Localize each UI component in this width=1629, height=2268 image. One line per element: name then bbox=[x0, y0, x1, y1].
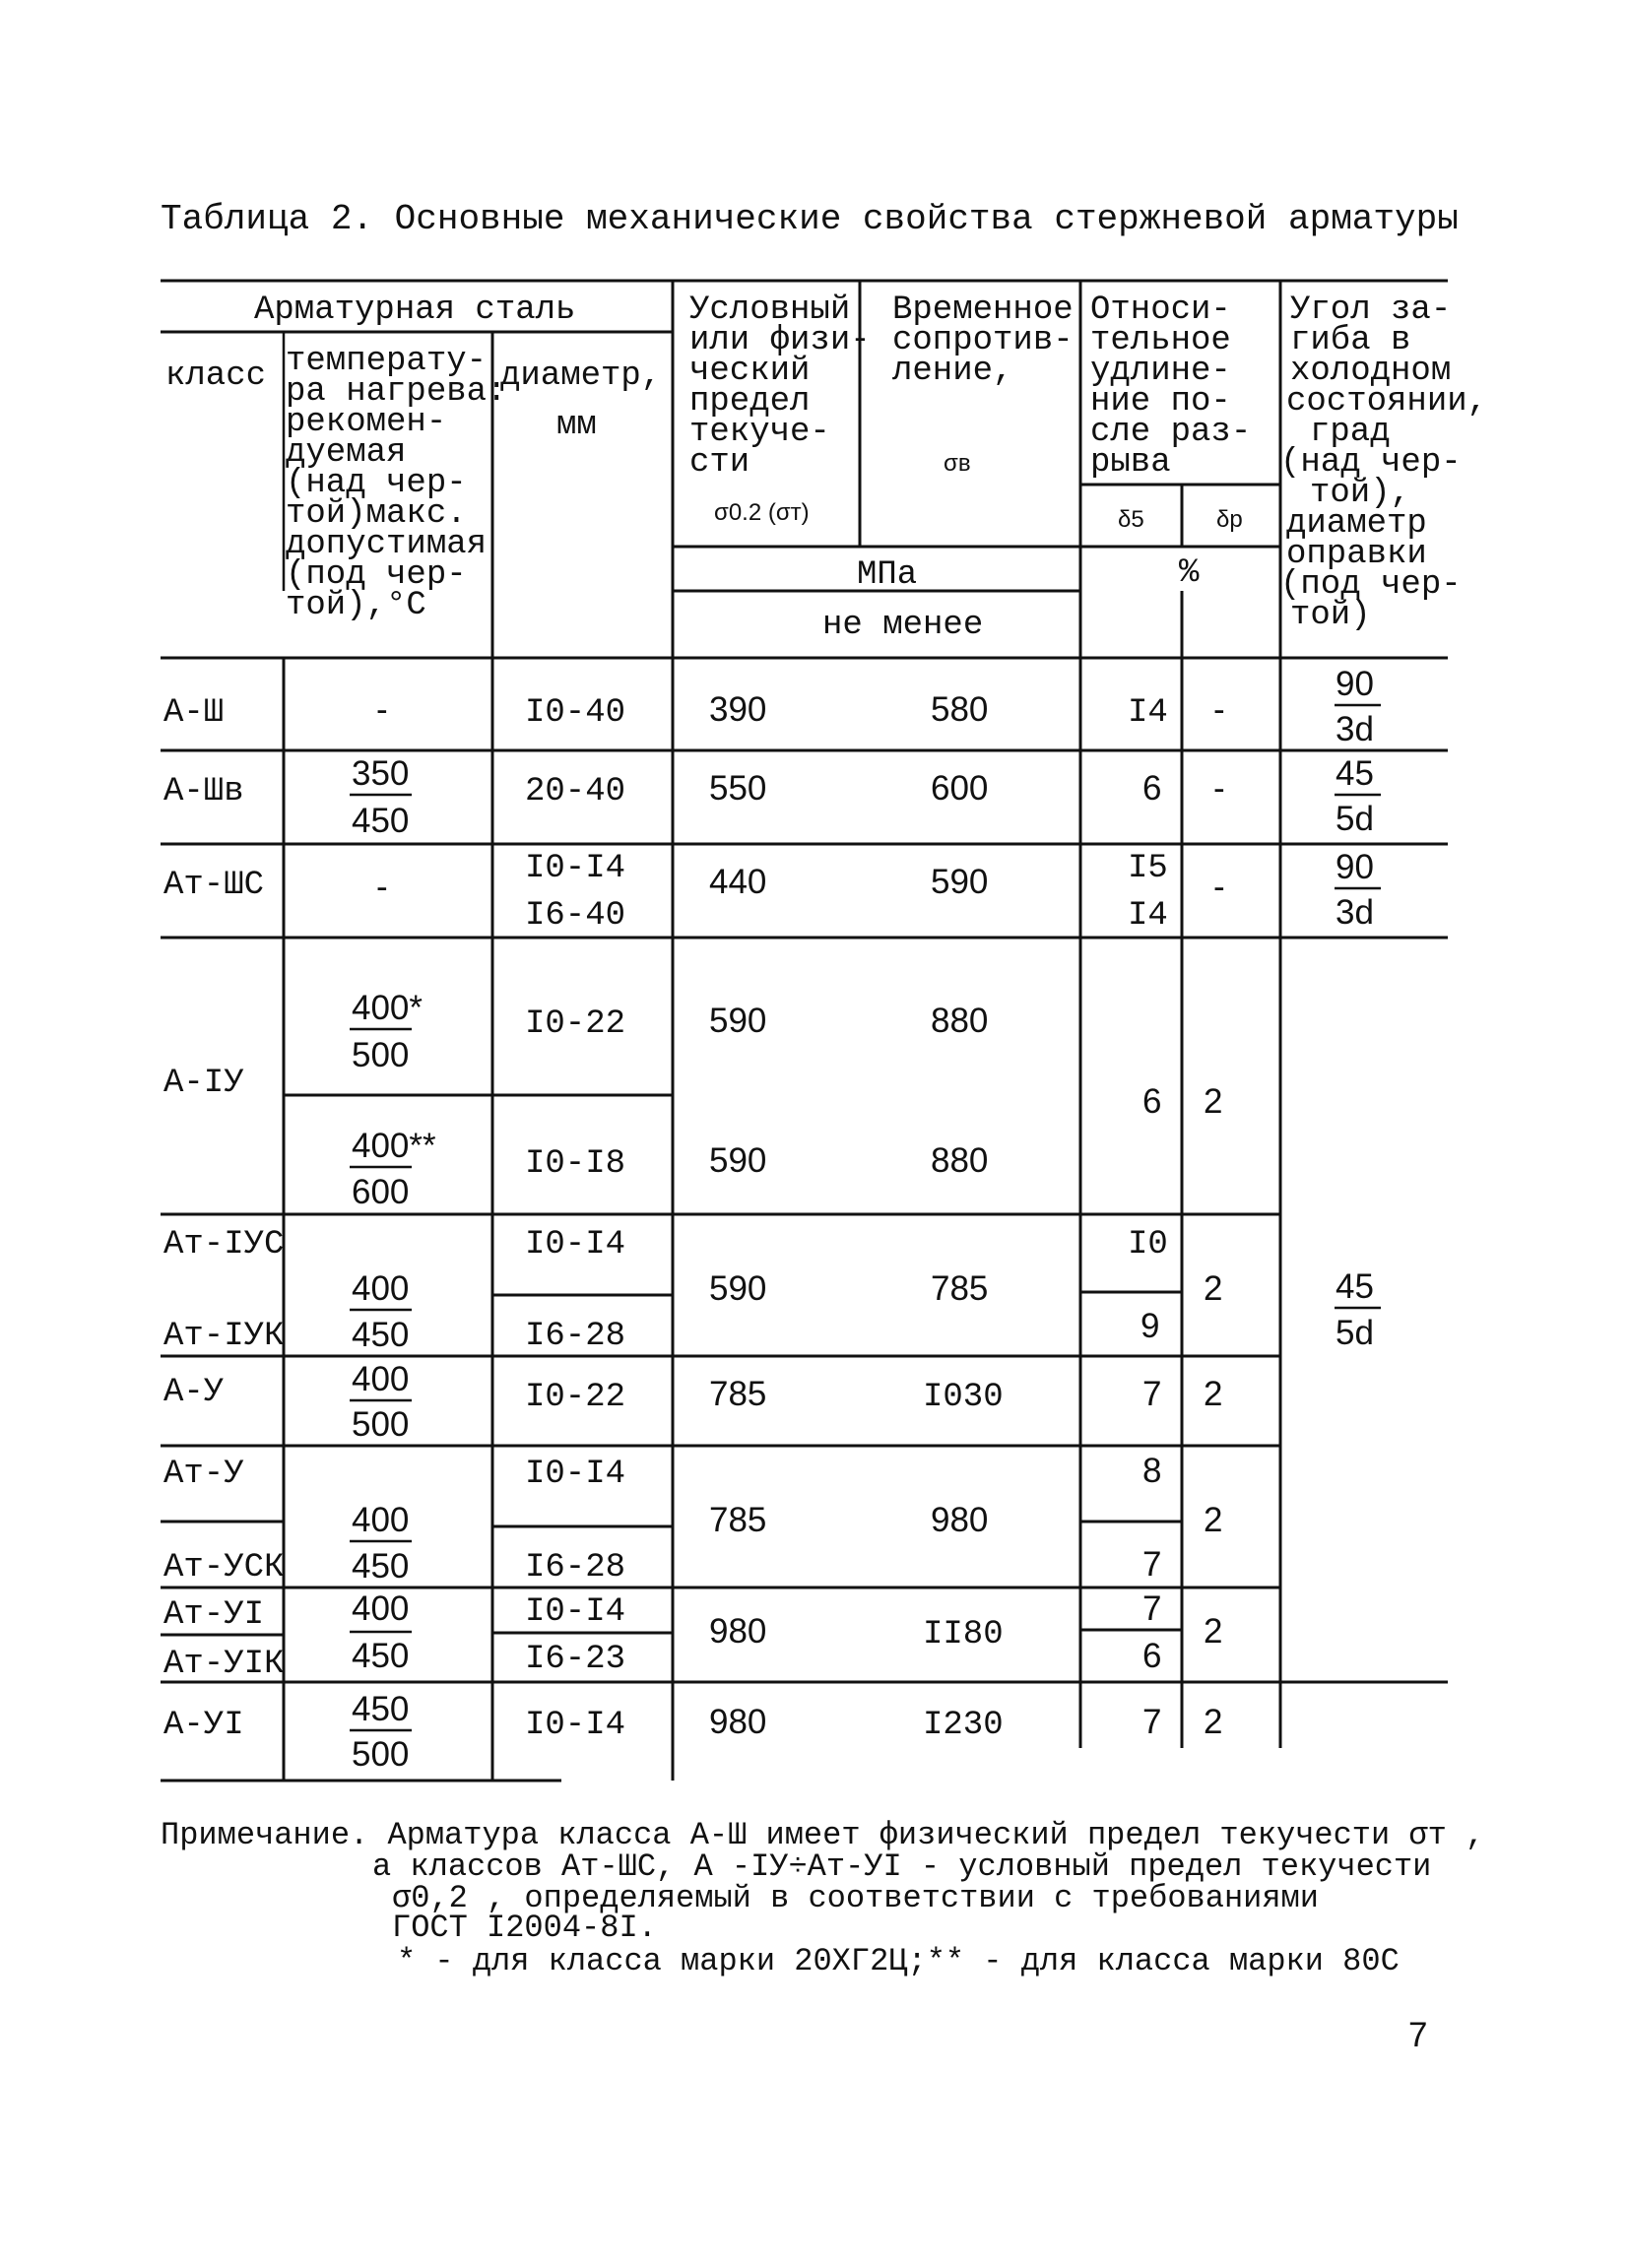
bend-mandrel: 5d bbox=[1336, 800, 1374, 838]
note-line: а классов Ат-ШС, А -IУ÷Ат-УI - условный предел текучести bbox=[372, 1848, 1432, 1885]
header-temp-2: рекомен- bbox=[286, 404, 447, 441]
deltap-cell: - bbox=[1213, 769, 1225, 808]
table-title: Таблица 2. Основные механические свойства стержневой арматуры bbox=[161, 199, 1459, 239]
table-body bbox=[163, 665, 1381, 1774]
temp-top: 400 bbox=[352, 1269, 410, 1308]
header-bend-2: холодном bbox=[1290, 353, 1452, 390]
diameter-cell: I0-I4 bbox=[525, 850, 626, 887]
bend-mandrel: 5d bbox=[1336, 1314, 1374, 1352]
table-row bbox=[163, 1226, 1222, 1355]
diameter-cell: I0-I8 bbox=[525, 1145, 626, 1183]
header-yield-5: сти bbox=[689, 444, 750, 482]
tensile-cell: 580 bbox=[931, 690, 989, 729]
delta5-cell: 7 bbox=[1142, 1545, 1162, 1584]
header-tensile-1: сопротив- bbox=[892, 322, 1074, 359]
header-elong-4: сле раз- bbox=[1090, 414, 1252, 451]
note-line: σ0,2 , определяемый в соответствии с требованиями bbox=[392, 1880, 1319, 1916]
note-line: ГОСТ I2004-8I. bbox=[392, 1910, 657, 1946]
temp-bottom: 500 bbox=[352, 1735, 410, 1774]
class-cell: Ат-ШС bbox=[163, 867, 265, 904]
class-cell: А-Ш bbox=[163, 694, 225, 732]
temp-bottom: 600 bbox=[352, 1173, 410, 1211]
page-number: 7 bbox=[1408, 2016, 1428, 2054]
header-bend-0: Угол за- bbox=[1290, 292, 1452, 329]
deltap-cell: 2 bbox=[1204, 1269, 1223, 1308]
bend-angle: 45 bbox=[1336, 1267, 1374, 1306]
diameter-cell: I0-I4 bbox=[525, 1707, 626, 1744]
delta5-cell: I4 bbox=[1128, 694, 1168, 732]
header-bend-3: состоянии, bbox=[1286, 383, 1488, 421]
yield-cell: 980 bbox=[709, 1612, 767, 1651]
bend-mandrel: 3d bbox=[1336, 710, 1374, 748]
tensile-cell: I230 bbox=[923, 1707, 1004, 1744]
diameter-cell: I0-I4 bbox=[525, 1593, 626, 1631]
tensile-cell: 785 bbox=[931, 1269, 989, 1308]
delta5-cell: 7 bbox=[1142, 1703, 1162, 1741]
header-yield-0: Условный bbox=[689, 292, 851, 329]
temp-top: 400 bbox=[352, 1360, 410, 1398]
temp-top: 400* bbox=[352, 989, 424, 1027]
table-row bbox=[163, 1452, 1222, 1587]
yield-cell: 590 bbox=[709, 1269, 767, 1308]
diameter-cell: I0-40 bbox=[525, 694, 626, 732]
header-bend-4: град bbox=[1310, 414, 1391, 451]
yield-cell: 550 bbox=[709, 769, 767, 808]
diameter-cell: I0-22 bbox=[525, 1005, 626, 1043]
header-elong-2: удлине- bbox=[1090, 353, 1231, 390]
table-row bbox=[163, 989, 1222, 1211]
diameter-cell: I6-28 bbox=[525, 1318, 626, 1355]
deltap-cell: 2 bbox=[1204, 1501, 1223, 1539]
header-bend-5: (над чер- bbox=[1280, 444, 1462, 482]
table-row bbox=[163, 1690, 1222, 1774]
bend-angle: 90 bbox=[1336, 848, 1374, 886]
header-deltap: δр bbox=[1216, 506, 1243, 533]
class-cell: Ат-УIК bbox=[163, 1646, 285, 1683]
header-elong-3: ние по- bbox=[1090, 383, 1231, 421]
header-yield-symbol: σ0.2 (σт) bbox=[714, 499, 810, 526]
deltap-cell: 2 bbox=[1204, 1375, 1223, 1413]
delta5-cell: 6 bbox=[1142, 1637, 1162, 1675]
delta5-cell: 6 bbox=[1142, 1082, 1162, 1121]
yield-cell: 390 bbox=[709, 690, 767, 729]
delta5-cell: 8 bbox=[1142, 1452, 1162, 1490]
yield-cell: 980 bbox=[709, 1703, 767, 1741]
header-temp-7: (под чер- bbox=[286, 556, 467, 594]
header-yield-4: текуче- bbox=[689, 414, 830, 451]
class-cell: Ат-IУК bbox=[163, 1318, 285, 1355]
deltap-cell: 2 bbox=[1204, 1082, 1223, 1121]
class-cell: Ат-IУС bbox=[163, 1226, 285, 1264]
header-temp-8: той),°С bbox=[286, 587, 426, 624]
bend-angle: 90 bbox=[1336, 665, 1374, 703]
table-row bbox=[163, 848, 1381, 935]
tensile-cell: I030 bbox=[923, 1379, 1004, 1416]
deltap-cell: - bbox=[1213, 690, 1225, 729]
class-cell: Ат-У bbox=[163, 1456, 244, 1493]
deltap-cell: 2 bbox=[1204, 1703, 1223, 1741]
header-elong-5: рыва bbox=[1090, 444, 1171, 482]
delta5-cell: 9 bbox=[1140, 1307, 1160, 1345]
temp-bottom: 500 bbox=[352, 1036, 410, 1074]
note-line: Примечание. Арматура класса А-Ш имеет физический предел текучести σт , bbox=[161, 1817, 1485, 1853]
delta5-cell: 7 bbox=[1142, 1375, 1162, 1413]
temp-top: 400 bbox=[352, 1501, 410, 1539]
header-bend-9: (под чер- bbox=[1280, 566, 1462, 604]
diameter-cell: I6-23 bbox=[525, 1641, 626, 1678]
yield-cell: 440 bbox=[709, 863, 767, 901]
temp-top: 350 bbox=[352, 754, 410, 793]
temp-top: 450 bbox=[352, 1690, 410, 1728]
deltap-cell: - bbox=[1213, 868, 1225, 906]
header-not-less: не менее bbox=[822, 607, 984, 644]
temp-top: 400** bbox=[352, 1127, 436, 1165]
header-armature-steel: Арматурная сталь bbox=[254, 292, 576, 329]
table-row bbox=[163, 754, 1381, 840]
header-bend-10: той) bbox=[1290, 597, 1371, 634]
tensile-cell: II80 bbox=[923, 1616, 1004, 1653]
tensile-cell: 600 bbox=[931, 769, 989, 808]
footnote-line: * - для класса марки 20ХГ2Ц;** - для класса марки 80С bbox=[397, 1943, 1400, 1979]
diameter-cell: I0-I4 bbox=[525, 1226, 626, 1264]
header-temp-0: температу- bbox=[286, 343, 488, 380]
delta5-cell: I0 bbox=[1128, 1226, 1168, 1264]
header-yield-1: или физи- bbox=[689, 322, 871, 359]
temp-bottom: 450 bbox=[352, 1316, 410, 1354]
header-unit-percent: % bbox=[1179, 554, 1200, 592]
tensile-cell: 880 bbox=[931, 1002, 989, 1040]
deltap-cell: 2 bbox=[1204, 1612, 1223, 1651]
temp-bottom: 450 bbox=[352, 1637, 410, 1675]
class-cell: А-УI bbox=[163, 1707, 244, 1744]
header-temp-1: ра нагрева: bbox=[286, 373, 507, 411]
yield-cell: 785 bbox=[709, 1375, 767, 1413]
class-cell: Ат-УСК bbox=[163, 1549, 285, 1587]
header-temp-5: той)макс. bbox=[286, 495, 467, 533]
header-delta5: δ5 bbox=[1118, 506, 1144, 533]
temp-bottom: 450 bbox=[352, 802, 410, 840]
tensile-cell: 980 bbox=[931, 1501, 989, 1539]
header-unit-mpa: МПа bbox=[857, 556, 918, 594]
header-temp-3: дуемая bbox=[286, 434, 407, 472]
header-bend-8: оправки bbox=[1286, 536, 1427, 573]
temp-top: 400 bbox=[352, 1589, 410, 1628]
header-elong-1: тельное bbox=[1090, 322, 1231, 359]
header-yield-2: ческий bbox=[689, 353, 811, 390]
temp-cell: - bbox=[376, 690, 388, 729]
header-temp-4: (над чер- bbox=[286, 465, 467, 502]
header-temp-6: допустимая bbox=[286, 526, 488, 563]
diameter-cell: I0-22 bbox=[525, 1379, 626, 1416]
header-diameter: диаметр, bbox=[500, 357, 662, 395]
diameter-cell: I0-I4 bbox=[525, 1456, 626, 1493]
header-tensile-symbol: σв bbox=[944, 450, 971, 477]
header-tensile-0: Временное bbox=[892, 292, 1074, 329]
diameter-cell: 20-40 bbox=[525, 773, 626, 810]
temp-cell: - bbox=[376, 868, 388, 906]
bend-angle: 45 bbox=[1336, 754, 1374, 793]
table-row bbox=[163, 1360, 1222, 1444]
diameter-cell: I6-40 bbox=[525, 897, 626, 935]
diameter-cell: I6-28 bbox=[525, 1549, 626, 1587]
delta5-cell: 6 bbox=[1142, 769, 1162, 808]
table-row bbox=[163, 1589, 1222, 1683]
class-cell: А-У bbox=[163, 1374, 225, 1411]
header-bend-1: гиба в bbox=[1290, 322, 1411, 359]
delta5-cell: I5 bbox=[1128, 850, 1168, 887]
header-tensile-2: ление, bbox=[892, 353, 1013, 390]
tensile-cell: 880 bbox=[931, 1141, 989, 1180]
temp-bottom: 450 bbox=[352, 1547, 410, 1586]
header-yield-3: предел bbox=[689, 383, 811, 421]
header-elong-0: Относи- bbox=[1090, 292, 1231, 329]
yield-cell: 785 bbox=[709, 1501, 767, 1539]
yield-cell: 590 bbox=[709, 1141, 767, 1180]
tensile-cell: 590 bbox=[931, 863, 989, 901]
yield-cell: 590 bbox=[709, 1002, 767, 1040]
class-cell: А-Шв bbox=[163, 773, 244, 810]
header-class: класс bbox=[165, 357, 267, 395]
table-row bbox=[163, 665, 1381, 748]
delta5-cell: 7 bbox=[1142, 1589, 1162, 1628]
bend-mandrel: 3d bbox=[1336, 893, 1374, 932]
header-diameter-unit: мм bbox=[556, 407, 597, 444]
header-bend-7: диаметр bbox=[1286, 505, 1427, 543]
temp-bottom: 500 bbox=[352, 1405, 410, 1444]
class-cell: А-IУ bbox=[163, 1065, 244, 1102]
delta5-cell: I4 bbox=[1128, 897, 1168, 935]
table-notes bbox=[161, 1817, 1484, 1979]
header-bend-6: той), bbox=[1310, 475, 1411, 512]
class-cell: Ат-УI bbox=[163, 1596, 265, 1634]
